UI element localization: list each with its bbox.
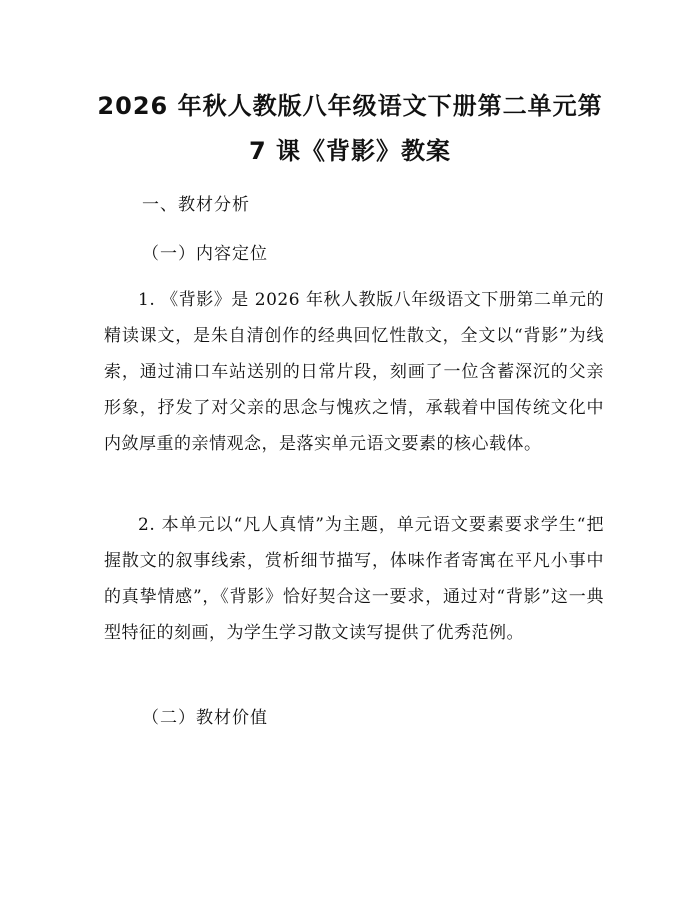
document-title-line-2: 7 课《背影》教案 bbox=[248, 137, 452, 165]
document-title-line-1: 2026 年秋人教版八年级语文下册第二单元第 bbox=[97, 92, 603, 120]
subsection-heading-textbook-value: （二）教材价值 bbox=[142, 708, 268, 728]
subsection-heading-content-positioning: （一）内容定位 bbox=[142, 244, 268, 264]
paragraph-2: 2. 本单元以“凡人真情”为主题，单元语文要素要求学生“把握散文的叙事线索，赏析细节描写，体味作者寄寓在平凡小事中的真挚情感”，《背影》恰好契合这一要求，通过对“背影”这一典型特征的刻画，为学生学习散文读写提供了优秀范例。 bbox=[104, 515, 604, 643]
section-heading-textbook-analysis: 一、教材分析 bbox=[142, 195, 250, 215]
paragraph-1: 1. 《背影》是 2026 年秋人教版八年级语文下册第二单元的精读课文，是朱自清创作的经典回忆性散文，全文以“背影”为线索，通过浦口车站送别的日常片段，刻画了一位含蓄深沉的父亲形象，抒发了对父亲的思念与愧疚之情，承载着中国传统文化中内敛厚重的亲情观念，是落实单元语文要素的核心载体。 bbox=[104, 290, 604, 454]
